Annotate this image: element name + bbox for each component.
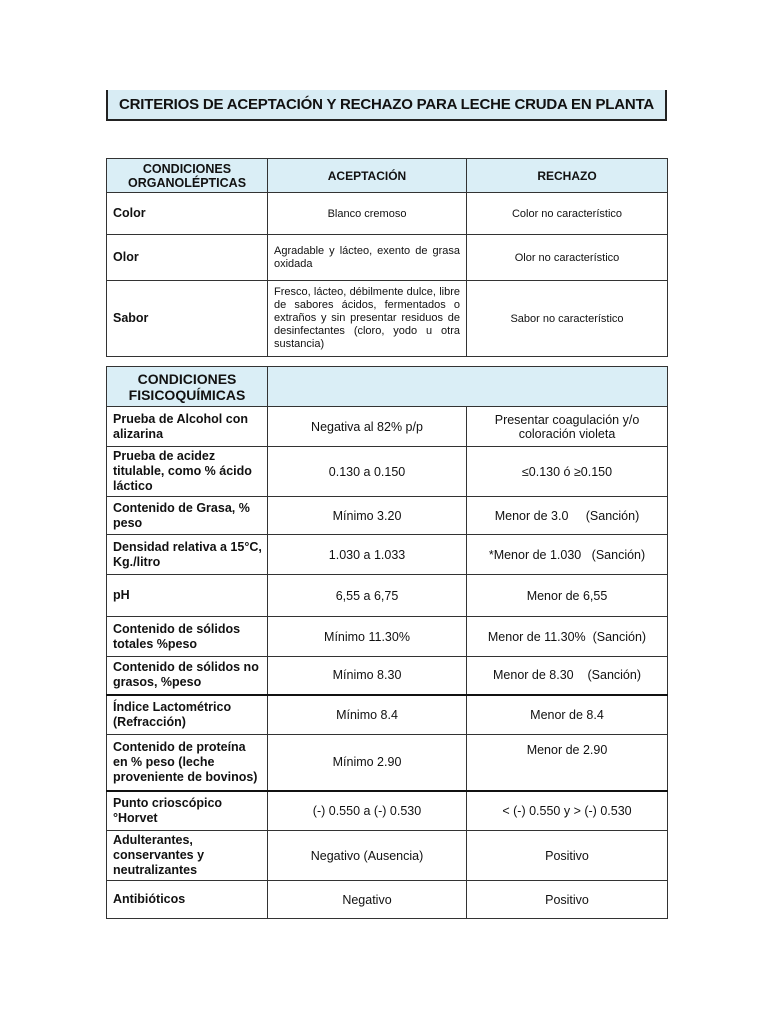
- row-label: Prueba de Alcohol con alizarina: [107, 407, 268, 447]
- row-label: Adulterantes, conservantes y neutralizantes: [107, 831, 268, 881]
- row-label: Sabor: [107, 281, 268, 357]
- table-row: [107, 657, 668, 695]
- document-title: CRITERIOS DE ACEPTACIÓN Y RECHAZO PARA LECHE CRUDA EN PLANTA: [106, 90, 667, 121]
- acceptance-value: Negativa al 82% p/p: [268, 407, 467, 447]
- rejection-value: Menor de 8.4: [467, 695, 668, 735]
- table-row: [107, 447, 668, 497]
- acceptance-value: Negativo: [268, 881, 467, 919]
- row-label: Contenido de proteína en % peso (leche proveniente de bovinos): [107, 735, 268, 791]
- rejection-value: Menor de 11.30% (Sanción): [467, 617, 668, 657]
- acceptance-value: (-) 0.550 a (-) 0.530: [268, 791, 467, 831]
- acceptance-value: Fresco, lácteo, débilmente dulce, libre de sabores ácidos, fermentados o extraños y sin presentar residuos de desinfectantes (cloro, yodo u otra sustancia): [268, 281, 467, 357]
- row-label: Punto crioscópico °Horvet: [107, 791, 268, 831]
- header-condiciones-fisicoquimicas: CONDICIONES FISICOQUÍMICAS: [107, 367, 268, 407]
- table-row: [107, 193, 668, 235]
- table-row: [107, 235, 668, 281]
- header-rechazo: RECHAZO: [467, 159, 668, 193]
- rejection-value: Sabor no característico: [467, 281, 668, 357]
- header-condiciones-organolepticas: CONDICIONES ORGANOLÉPTICAS: [107, 159, 268, 193]
- physicochemical-header-row: [107, 367, 668, 407]
- table-row: [107, 735, 668, 791]
- table-row: [107, 407, 668, 447]
- rejection-value: Positivo: [467, 881, 668, 919]
- rejection-value: Menor de 3.0 (Sanción): [467, 497, 668, 535]
- rejection-value: Menor de 2.90: [467, 735, 668, 791]
- acceptance-value: Mínimo 8.4: [268, 695, 467, 735]
- acceptance-value: 0.130 a 0.150: [268, 447, 467, 497]
- organoleptic-table: [106, 158, 668, 357]
- header-empty: [268, 367, 668, 407]
- table-row: [107, 695, 668, 735]
- acceptance-value: Negativo (Ausencia): [268, 831, 467, 881]
- table-row: [107, 281, 668, 357]
- row-label: pH: [107, 575, 268, 617]
- table-row: [107, 617, 668, 657]
- acceptance-value: Mínimo 3.20: [268, 497, 467, 535]
- acceptance-value: Mínimo 8.30: [268, 657, 467, 695]
- rejection-value: Positivo: [467, 831, 668, 881]
- table-row: [107, 497, 668, 535]
- row-label: Contenido de Grasa, % peso: [107, 497, 268, 535]
- rejection-value: Menor de 8.30 (Sanción): [467, 657, 668, 695]
- acceptance-value: Mínimo 2.90: [268, 735, 467, 791]
- row-label: Prueba de acidez titulable, como % ácido láctico: [107, 447, 268, 497]
- table-row: [107, 791, 668, 831]
- physicochemical-table: [106, 366, 668, 919]
- row-label: Contenido de sólidos no grasos, %peso: [107, 657, 268, 695]
- rejection-value: Color no característico: [467, 193, 668, 235]
- rejection-value: ≤0.130 ó ≥0.150: [467, 447, 668, 497]
- rejection-value: Olor no característico: [467, 235, 668, 281]
- row-label: Índice Lactométrico (Refracción): [107, 695, 268, 735]
- header-aceptacion: ACEPTACIÓN: [268, 159, 467, 193]
- row-label: Antibióticos: [107, 881, 268, 919]
- acceptance-value: Agradable y lácteo, exento de grasa oxidada: [268, 235, 467, 281]
- rejection-value: *Menor de 1.030 (Sanción): [467, 535, 668, 575]
- table-row: [107, 881, 668, 919]
- table-row: [107, 575, 668, 617]
- rejection-value: < (-) 0.550 y > (-) 0.530: [467, 791, 668, 831]
- acceptance-value: 6,55 a 6,75: [268, 575, 467, 617]
- row-label: Color: [107, 193, 268, 235]
- table-row: [107, 831, 668, 881]
- rejection-value: Presentar coagulación y/o coloración violeta: [467, 407, 668, 447]
- acceptance-value: 1.030 a 1.033: [268, 535, 467, 575]
- organoleptic-header-row: [107, 159, 668, 193]
- rejection-value: Menor de 6,55: [467, 575, 668, 617]
- acceptance-value: Mínimo 11.30%: [268, 617, 467, 657]
- row-label: Olor: [107, 235, 268, 281]
- acceptance-value: Blanco cremoso: [268, 193, 467, 235]
- table-row: [107, 535, 668, 575]
- row-label: Densidad relativa a 15°C, Kg./litro: [107, 535, 268, 575]
- row-label: Contenido de sólidos totales %peso: [107, 617, 268, 657]
